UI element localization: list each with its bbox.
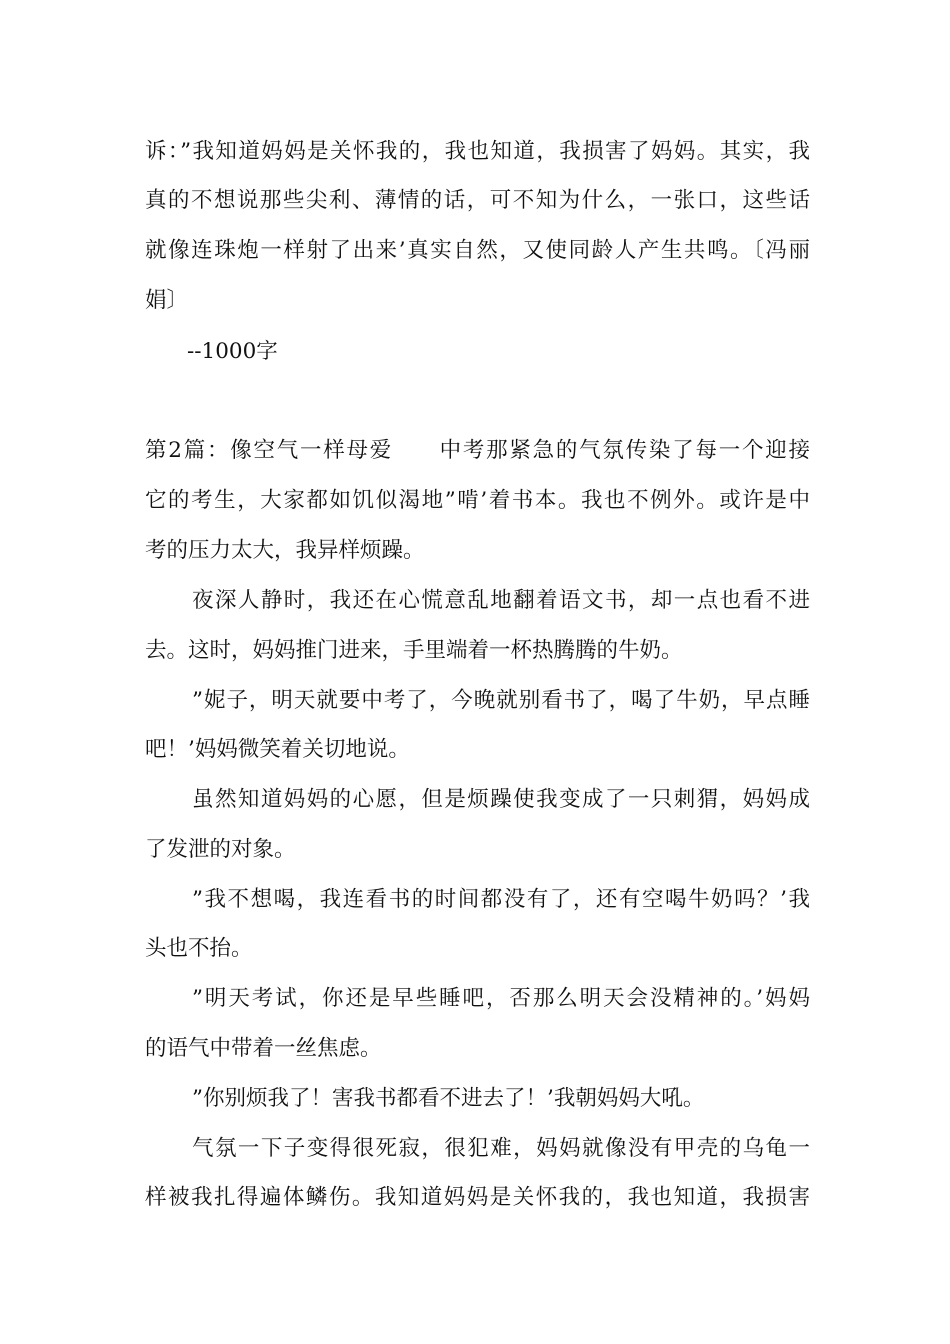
text-line: 头也不抬。 [145, 936, 253, 961]
text-line: 真的不想说那些尖利、薄情的话，可不知为什么，一张口，这些话 [145, 188, 810, 213]
text-line: 娟〕 [145, 288, 189, 313]
section-heading-line: 第2篇：像空气一样母爱 中考那紧急的气氛传染了每一个迎接 [145, 438, 810, 463]
text-line: 它的考生，大家都如饥似渴地”啃’着书本。我也不例外。或许是中 [145, 488, 810, 513]
text-line: ”你别烦我了！害我书都看不进去了！’我朝妈妈大吼。 [192, 1086, 705, 1111]
text-line: 虽然知道妈妈的心愿，但是烦躁使我变成了一只刺猬，妈妈成 [192, 787, 810, 812]
text-line: 去。这时，妈妈推门进来，手里端着一杯热腾腾的牛奶。 [145, 638, 683, 663]
word-count-label: --1000字 [187, 339, 278, 364]
text-line: 样被我扎得遍体鳞伤。我知道妈妈是关怀我的，我也知道，我损害 [145, 1185, 810, 1210]
text-line: 的语气中带着一丝焦虑。 [145, 1036, 382, 1061]
text-line: ”我不想喝，我连看书的时间都没有了，还有空喝牛奶吗？’我 [192, 887, 810, 912]
text-line: 就像连珠炮一样射了出来’真实自然，又使同龄人产生共鸣。〔冯丽 [145, 238, 810, 263]
text-line: 考的压力太大，我异样烦躁。 [145, 538, 425, 563]
text-line: 吧！’妈妈微笑着关切地说。 [145, 737, 410, 762]
text-line: ”妮子，明天就要中考了，今晚就别看书了，喝了牛奶，早点睡 [192, 688, 810, 713]
text-line: 诉：”我知道妈妈是关怀我的，我也知道，我损害了妈妈。其实，我 [145, 139, 810, 164]
text-line: 气氛一下子变得很死寂，很犯难，妈妈就像没有甲壳的乌龟一 [192, 1136, 810, 1161]
text-line: 了发泄的对象。 [145, 837, 296, 862]
text-line: 夜深人静时，我还在心慌意乱地翻着语文书，却一点也看不进 [192, 588, 810, 613]
text-line: ”明天考试，你还是早些睡吧，否那么明天会没精神的。’妈妈 [192, 986, 810, 1011]
